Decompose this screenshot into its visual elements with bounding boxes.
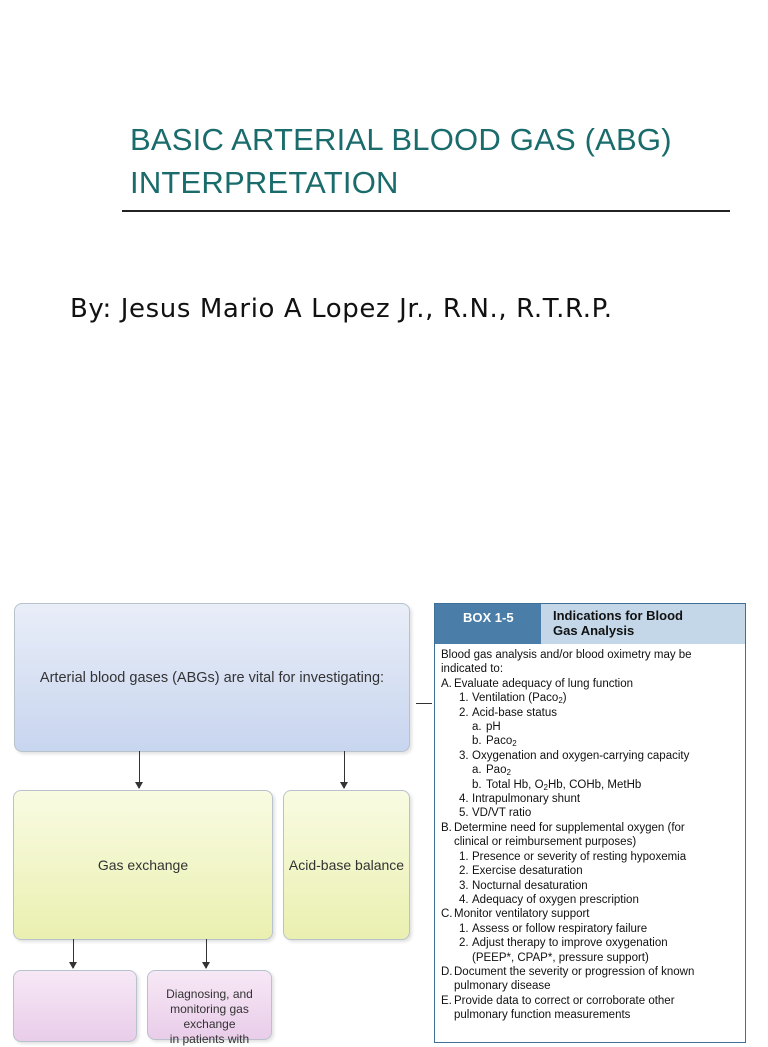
item-b-2: 2. Exercise desaturation bbox=[459, 865, 583, 878]
item-a-2: 2. Acid-base status bbox=[459, 706, 558, 719]
bottom-mid-line-2: monitoring gas exchange bbox=[170, 1002, 249, 1031]
item-c: C. Monitor ventilatory support bbox=[441, 908, 590, 921]
box-title-line-1: Indications for Blood bbox=[553, 608, 683, 623]
title-line-1: BASIC ARTERIAL BLOOD GAS (ABG) bbox=[130, 122, 672, 157]
item-c-2: 2. Adjust therapy to improve oxygenation bbox=[459, 937, 668, 950]
item-a-4: 4. Intrapulmonary shunt bbox=[459, 793, 581, 806]
bottom-mid-line-1: Diagnosing, and bbox=[166, 987, 253, 1001]
box-body bbox=[435, 644, 745, 1023]
box-title-line-2: Gas Analysis bbox=[553, 623, 635, 638]
item-b-cont: clinical or reimbursement purposes) bbox=[454, 836, 637, 849]
item-b: B. Determine need for supplemental oxygen (for bbox=[441, 821, 685, 834]
item-c-2-cont: (PEEP*, CPAP*, pressure support) bbox=[472, 951, 649, 964]
item-b-3: 3. Nocturnal desaturation bbox=[459, 879, 588, 892]
item-d-cont: pulmonary disease bbox=[454, 980, 551, 993]
flowchart-bottom-mid-box bbox=[147, 970, 272, 1046]
item-a-3-b: b. Total Hb, $O_2Hb$, COHb, MetHb bbox=[472, 778, 642, 792]
flowchart-top-box bbox=[14, 603, 410, 752]
gas-exchange-label: Gas exchange bbox=[97, 857, 189, 873]
bottom-mid-line-3: in patients with bbox=[169, 1032, 250, 1046]
flowchart-gas-exchange-box bbox=[13, 790, 273, 940]
flowchart-acid-base-box bbox=[283, 790, 410, 940]
item-b-1: 1. Presence or severity of resting hypoxemia bbox=[459, 850, 687, 863]
arrow-to-acid-base bbox=[344, 751, 345, 788]
slide-title bbox=[130, 118, 750, 204]
item-a-2-b: b. Paco$_2$ bbox=[472, 735, 517, 749]
box-intro-2: indicated to: bbox=[441, 663, 504, 676]
connector-dash bbox=[416, 703, 432, 704]
item-b-4: 4. Adequacy of oxygen prescription bbox=[459, 893, 639, 906]
box-intro-1: Blood gas analysis and/or blood oximetry may be bbox=[441, 649, 692, 661]
item-a-1: 1. Ventilation (Paco$_2$) bbox=[459, 692, 567, 706]
item-a: A. Evaluate adequacy of lung function bbox=[441, 677, 634, 690]
title-divider bbox=[122, 210, 730, 212]
flowchart-top-label: Arterial blood gases (ABGs) are vital for investigating: bbox=[39, 669, 385, 686]
item-a-3: 3. Oxygenation and oxygen-carrying capacity bbox=[459, 749, 690, 762]
item-a-3-a: a. Pao$_2$ bbox=[472, 764, 511, 778]
indications-box bbox=[434, 603, 746, 1043]
arrow-to-gas-exchange bbox=[139, 751, 140, 788]
title-line-2: INTERPRETATION bbox=[130, 165, 399, 200]
box-number: BOX 1-5 bbox=[435, 604, 541, 644]
item-a-2-a: a. pH bbox=[472, 721, 501, 734]
item-e-cont: pulmonary function measurements bbox=[454, 1009, 631, 1022]
item-a-5: 5. VD/VT ratio bbox=[459, 807, 532, 820]
arrow-to-bottom-left bbox=[73, 939, 74, 968]
author-line: By: Jesus Mario A Lopez Jr., R.N., R.T.R.P. bbox=[70, 294, 613, 324]
acid-base-label: Acid-base balance bbox=[288, 857, 405, 873]
item-e: E. Provide data to correct or corroborate other bbox=[441, 994, 675, 1007]
box-title bbox=[541, 604, 745, 644]
box-header bbox=[435, 604, 745, 644]
item-c-1: 1. Assess or follow respiratory failure bbox=[459, 922, 648, 935]
item-d: D. Document the severity or progression of known bbox=[441, 965, 695, 978]
arrow-to-bottom-mid bbox=[206, 939, 207, 968]
flowchart-bottom-left-box bbox=[13, 970, 137, 1042]
